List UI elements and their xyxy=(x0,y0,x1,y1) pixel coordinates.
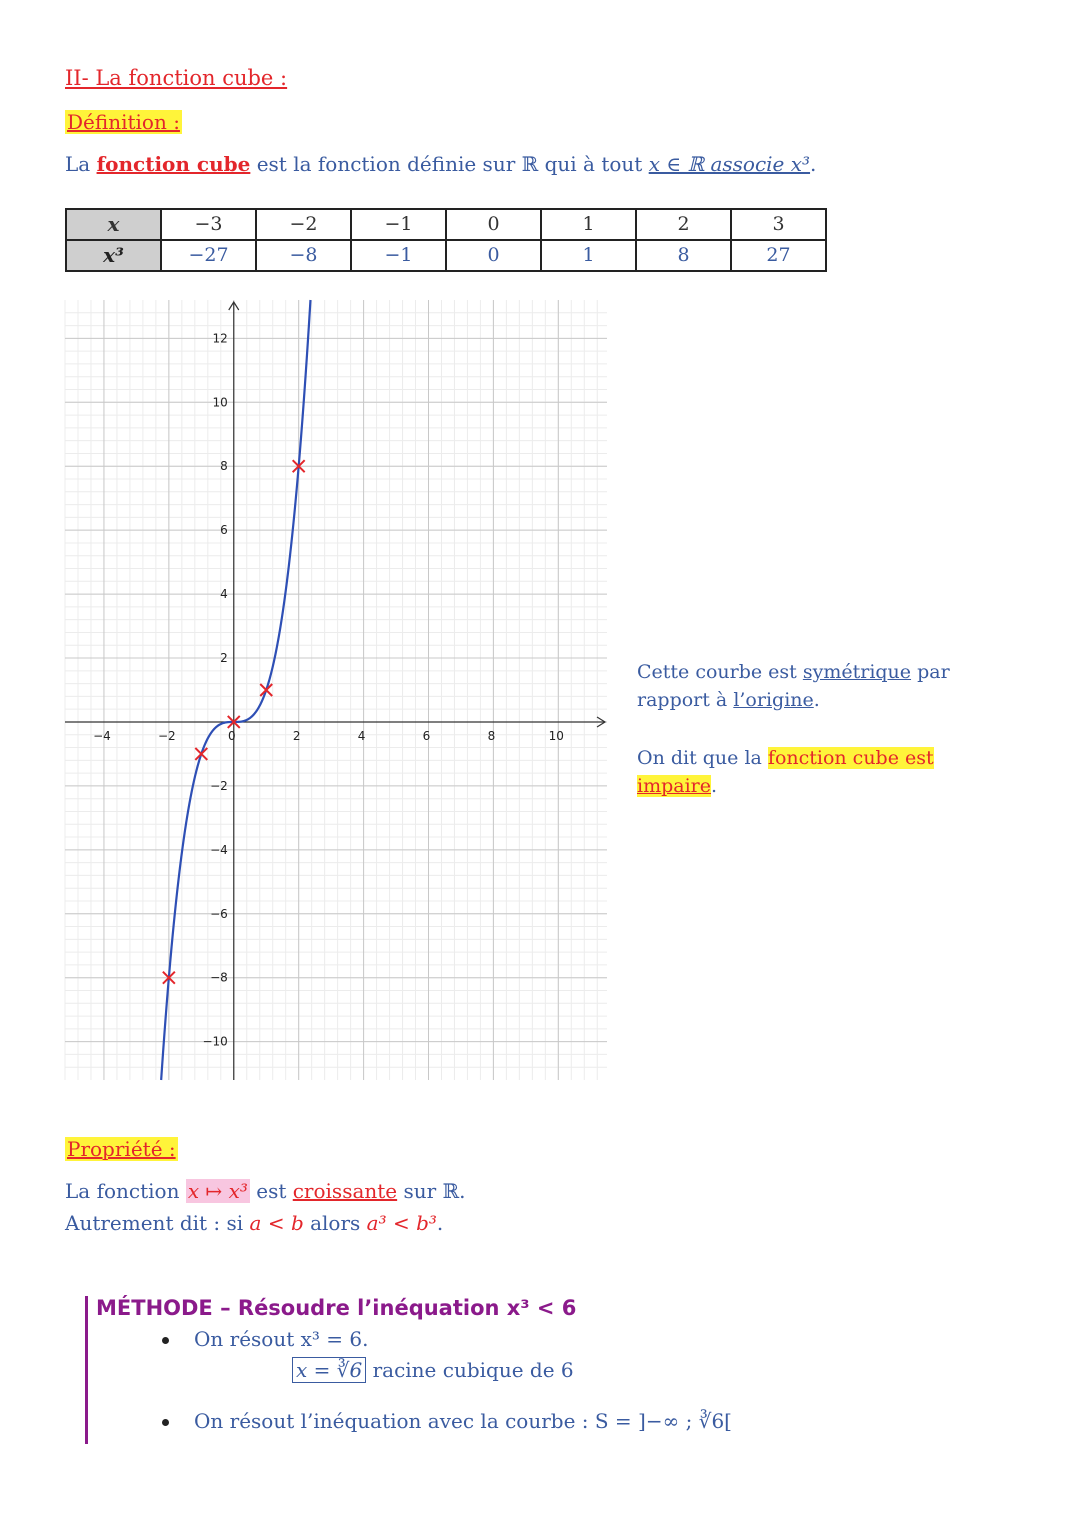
x-tick-label: 6 xyxy=(422,728,431,743)
method-bar xyxy=(85,1296,88,1444)
definition-text-before: La xyxy=(65,152,97,176)
y-tick-label: 2 xyxy=(220,651,228,666)
y-tick-label: −8 xyxy=(210,970,228,985)
property-result: a³ < b³ xyxy=(366,1211,437,1235)
definition-domain: x ∈ ℝ associe x³ xyxy=(648,152,811,176)
table-cell: 0 xyxy=(446,240,541,271)
odd-term: fonction cube xyxy=(767,747,899,769)
symmetry-word: symétrique xyxy=(802,661,912,683)
table-cell: −1 xyxy=(351,209,446,240)
y-tick-label: 6 xyxy=(220,523,228,538)
table-cell: −1 xyxy=(351,240,446,271)
property-line2-end: . xyxy=(436,1211,444,1235)
method-step-2: On résout l’inéquation avec la courbe : S = ]−∞ ; ∛6[ xyxy=(194,1409,732,1433)
x-tick-label: −4 xyxy=(93,728,111,743)
x-tick-label: 8 xyxy=(487,728,496,743)
x-tick-label: −2 xyxy=(158,728,176,743)
definition-label: Définition : xyxy=(67,110,180,134)
property-line2-middle: alors xyxy=(303,1211,367,1235)
point-marker-icon xyxy=(260,684,272,696)
value-table xyxy=(65,208,827,272)
bullet-icon xyxy=(162,1419,169,1426)
method-solution-box: x = ∛6 xyxy=(292,1357,366,1383)
table-header-x: x xyxy=(66,209,161,240)
property-condition: a < b xyxy=(249,1211,304,1235)
table-cell: 27 xyxy=(731,240,826,271)
method-step-1: On résout x³ = 6. xyxy=(194,1327,369,1351)
y-tick-label: 4 xyxy=(220,587,228,602)
symmetry-text-end: . xyxy=(813,689,820,711)
definition-text-end: . xyxy=(810,152,817,176)
y-tick-label: −10 xyxy=(202,1034,228,1049)
x-tick-label: 2 xyxy=(292,728,301,743)
definition-text-middle: est la fonction définie sur ℝ qui à tout xyxy=(250,152,649,176)
method-solution xyxy=(292,1358,574,1382)
odd-text-end: . xyxy=(711,775,718,797)
property-line2-before: Autrement dit : si xyxy=(65,1211,250,1235)
property-label: Propriété : xyxy=(67,1137,176,1161)
cube-function-graph xyxy=(60,295,612,1085)
table-cell: 8 xyxy=(636,240,731,271)
cube-curve xyxy=(161,300,310,1080)
table-cell: 0 xyxy=(446,209,541,240)
bullet-icon xyxy=(162,1337,169,1344)
table-row-x3 xyxy=(66,240,826,271)
point-marker-icon xyxy=(195,748,207,760)
section-title: II- La fonction cube : xyxy=(65,66,288,90)
table-row-x xyxy=(66,209,826,240)
table-cell: −8 xyxy=(256,240,351,271)
property-function: x ↦ x³ xyxy=(187,1179,248,1203)
x-tick-label: 4 xyxy=(357,728,366,743)
method-solution-note: racine cubique de 6 xyxy=(366,1358,574,1382)
property-line-2 xyxy=(65,1211,443,1235)
property-line1-before: La fonction xyxy=(65,1179,186,1203)
odd-text-before: On dit que la xyxy=(637,747,768,769)
symmetry-origin: l’origine xyxy=(733,689,814,711)
y-tick-label: 10 xyxy=(212,395,228,410)
table-cell: −3 xyxy=(161,209,256,240)
table-cell: −2 xyxy=(256,209,351,240)
odd-est: est xyxy=(898,747,934,769)
property-line-1 xyxy=(65,1179,466,1203)
property-line1-end: sur ℝ. xyxy=(397,1179,466,1203)
table-cell: −27 xyxy=(161,240,256,271)
table-cell: 3 xyxy=(731,209,826,240)
y-tick-label: 12 xyxy=(212,331,228,346)
property-line1-middle: est xyxy=(249,1179,293,1203)
y-tick-label: −2 xyxy=(210,778,228,793)
symmetry-text-before: Cette courbe est xyxy=(637,661,803,683)
x-tick-label: 0 xyxy=(227,728,236,743)
definition-text xyxy=(65,152,816,176)
y-tick-label: −6 xyxy=(210,906,228,921)
y-tick-label: 8 xyxy=(220,459,228,474)
table-cell: 2 xyxy=(636,209,731,240)
odd-word: impaire xyxy=(637,775,711,797)
definition-term: fonction cube xyxy=(96,152,251,176)
table-cell: 1 xyxy=(541,209,636,240)
property-increasing: croissante xyxy=(292,1179,398,1203)
symmetry-text xyxy=(637,658,967,714)
y-tick-label: −4 xyxy=(210,842,228,857)
x-tick-label: 10 xyxy=(548,728,564,743)
method-title: MÉTHODE – Résoudre l’inéquation x³ < 6 xyxy=(96,1296,577,1320)
odd-function-text xyxy=(637,744,967,800)
symmetry-text-middle: par rapport à xyxy=(637,661,950,711)
table-cell: 1 xyxy=(541,240,636,271)
table-header-x3: x³ xyxy=(66,240,161,271)
